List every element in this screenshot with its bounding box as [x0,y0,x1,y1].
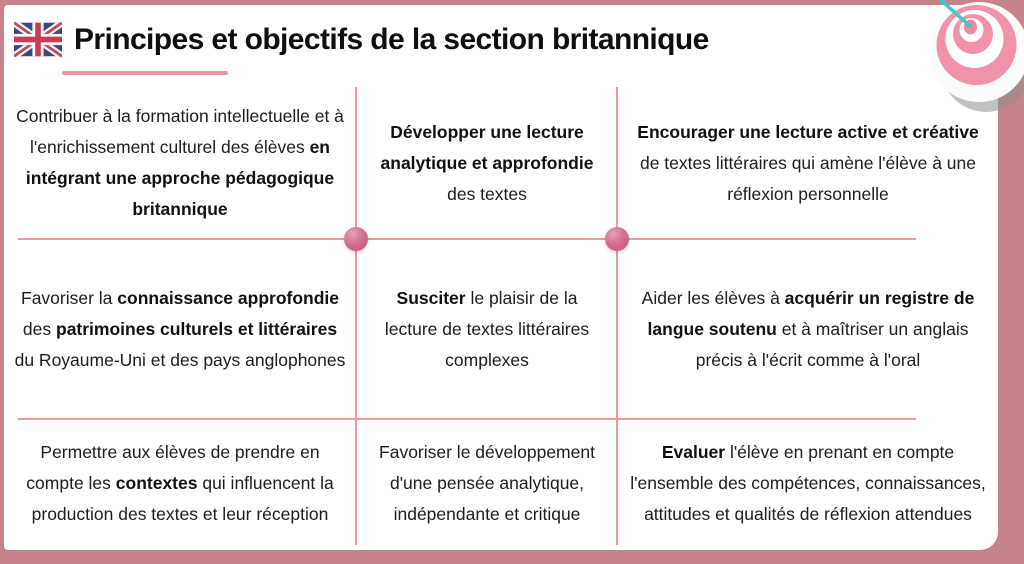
objective-cell-r1c3: Encourager une lecture active et créative de textes littéraires qui amène l'élève à une réflexion personnelle [637,121,979,204]
objective-cell-r2c2: Susciter le plaisir de la lecture de textes littéraires complexes [384,287,590,370]
dartboard-icon [926,0,1024,114]
uk-flag-icon [14,22,62,57]
objectives-grid [4,87,998,548]
objective-cell-r2c3: Aider les élèves à acquérir un registre de langue soutenu et à maîtriser un anglais précis à l'écrit comme à l'oral [641,287,975,370]
objective-cell-r1c2: Développer une lecture analytique et approfondie des textes [380,121,594,204]
title-underline [62,71,228,75]
page-title: Principes et objectifs de la section britannique [74,23,709,56]
slide-content-area [4,5,998,550]
objective-cell-r1c1: Contribuer à la formation intellectuelle et à l'enrichissement culturel des élèves en intégrant une approche pédagogique britannique [16,106,344,219]
objective-cell-r2c1: Favoriser la connaissance approfondie des patrimoines culturels et littéraires du Royaume-Uni et des pays anglophones [14,287,346,370]
title-row [14,22,908,57]
objective-cell-r3c3: Evaluer l'élève en prenant en compte l'ensemble des compétences, connaissances, attitudes et qualités de réflexion attendues [630,442,986,524]
objective-cell-r3c1: Permettre aux élèves de prendre en compte les contextes qui influencent la production des textes et leur réception [26,442,334,524]
objective-cell-r3c2: Favoriser le développement d'une pensée analytique, indépendante et critique [379,442,595,524]
